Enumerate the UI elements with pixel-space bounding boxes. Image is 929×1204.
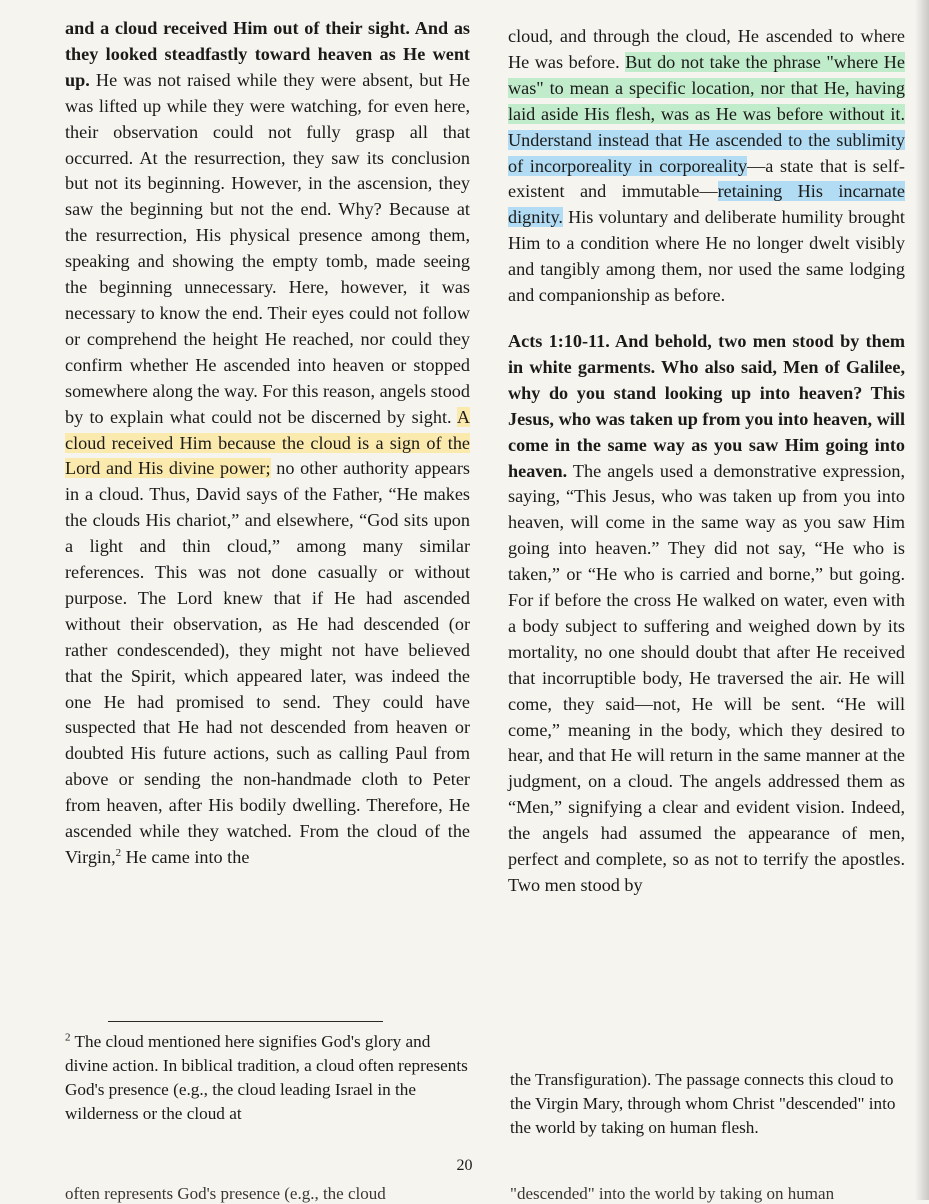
yellow-highlight: A cloud received Him because the cloud is a sign of the Lord and His divine power; bbox=[65, 406, 470, 479]
commentary-text: —a state that is self-existent and immutable— bbox=[508, 155, 905, 202]
commentary-text: His voluntary and deliberate humility brought Him to a condition where He no longer dwelt visibly and tangibly among them, nor used the same lodging and companionship as before. bbox=[508, 207, 905, 306]
bleed-through-text-left: often represents God's presence (e.g., the cloud bbox=[65, 1184, 386, 1203]
right-paragraph-1 bbox=[508, 24, 905, 309]
right-paragraph-2 bbox=[508, 329, 905, 899]
commentary-text: The angels used a demonstrative expression, saying, “This Jesus, who was taken up from you into heaven, will come in the same way as you saw Him going into heaven.” They did not say, “He who is taken,” or “He who is carried and borne,” but going. For if before the cross He walked on water, even with a body subject to suffering and weighed down by its mortality, no one should doubt that after He received that incorruptible body, He traversed the air. He will come, they said—not, He will be sent. “He will come,” meaning in the body, which they desired to hear, and that He will return in the same manner at the judgment, on a cloud. The angels addressed them as “Men,” signifying a clear and evident vision. Indeed, the angels had assumed the appearance of men, perfect and complete, so as not to terrify the apostles. Two men stood by bbox=[508, 460, 905, 895]
commentary-text: He came into the bbox=[121, 847, 250, 867]
footnote-text bbox=[65, 1030, 470, 1126]
footnote-continuation: the Transfiguration). The passage connects this cloud to the Virgin Mary, through whom Christ "descended" into the world by taking on human flesh. bbox=[510, 1070, 896, 1137]
footnote-reference: 2 bbox=[115, 846, 122, 859]
right-column bbox=[508, 24, 905, 899]
left-paragraph bbox=[65, 16, 470, 871]
scripture-quote-bold: and a cloud received Him out of their sight. And as they looked steadfastly toward heaven as He went up. bbox=[65, 18, 470, 90]
left-column bbox=[65, 16, 470, 871]
footnote-right bbox=[510, 1068, 905, 1140]
green-highlight: But do not take the phrase "where He was" to mean a specific location, nor that He, having laid aside His flesh, was as He was before without it. bbox=[508, 51, 905, 124]
footnote-number: 2 bbox=[65, 1031, 71, 1044]
blue-highlight-2: retaining His incarnate dignity. bbox=[508, 181, 905, 228]
commentary-text: He was not raised while they were absent, but He was lifted up while they were watching, for even here, their observation could not fully grasp all that occurred. At the resurrection, they saw its conclusion but not its beginning. However, in the ascension, they saw the beginning but not the end. Why? Because at the resurrection, His physical presence among them, speaking and showing the empty tomb, made seeing the beginning unnecessary. Here, however, it was necessary to know the end. Their eyes could not follow or comprehend the height He reached, nor could they confirm whether He ascended into heaven or stopped somewhere along the way. For this reason, angels stood by to explain what could not be discerned by sight. bbox=[65, 69, 470, 427]
commentary-text: cloud, and through the cloud, He ascended to where He was before. bbox=[508, 26, 905, 72]
scripture-quote-bold: Acts 1:10-11. And behold, two men stood by them in white garments. Who also said, Men of Galilee, why do you stand looking up into heaven? This Jesus, who was taken up from you into heaven, will come in the same way as you saw Him going into heaven. bbox=[508, 330, 905, 481]
bleed-through-text-right: "descended" into the world by taking on human bbox=[510, 1184, 835, 1203]
scan-edge-shadow bbox=[915, 0, 929, 1200]
page-number: 20 bbox=[456, 1157, 473, 1174]
footnote-body: The cloud mentioned here signifies God's glory and divine action. In biblical tradition, a cloud often represents God's presence (e.g., the cloud leading Israel in the wilderness or the cloud at bbox=[65, 1032, 468, 1123]
footnote-left bbox=[65, 1030, 470, 1126]
footnote-divider bbox=[108, 1021, 383, 1022]
blue-highlight: Understand instead that He ascended to the sublimity of incorporeality in corporeality bbox=[508, 129, 905, 176]
commentary-text: no other authority appears in a cloud. Thus, David says of the Father, “He makes the clouds His chariot,” and elsewhere, “God sits upon a light and thin cloud,” among many similar references. This was not done casually or without purpose. The Lord knew that if He had ascended without their observation, as He had descended (or rather condescended), they might not have believed that the Spirit, which appeared later, was indeed the one He had promised to send. They could have suspected that He had not descended from heaven or doubted His future actions, such as calling Paul from above or sending the non-handmade cloth to Peter from heaven, after His bodily dwelling. Therefore, He ascended while they watched. From the cloud of the Virgin, bbox=[65, 458, 471, 867]
